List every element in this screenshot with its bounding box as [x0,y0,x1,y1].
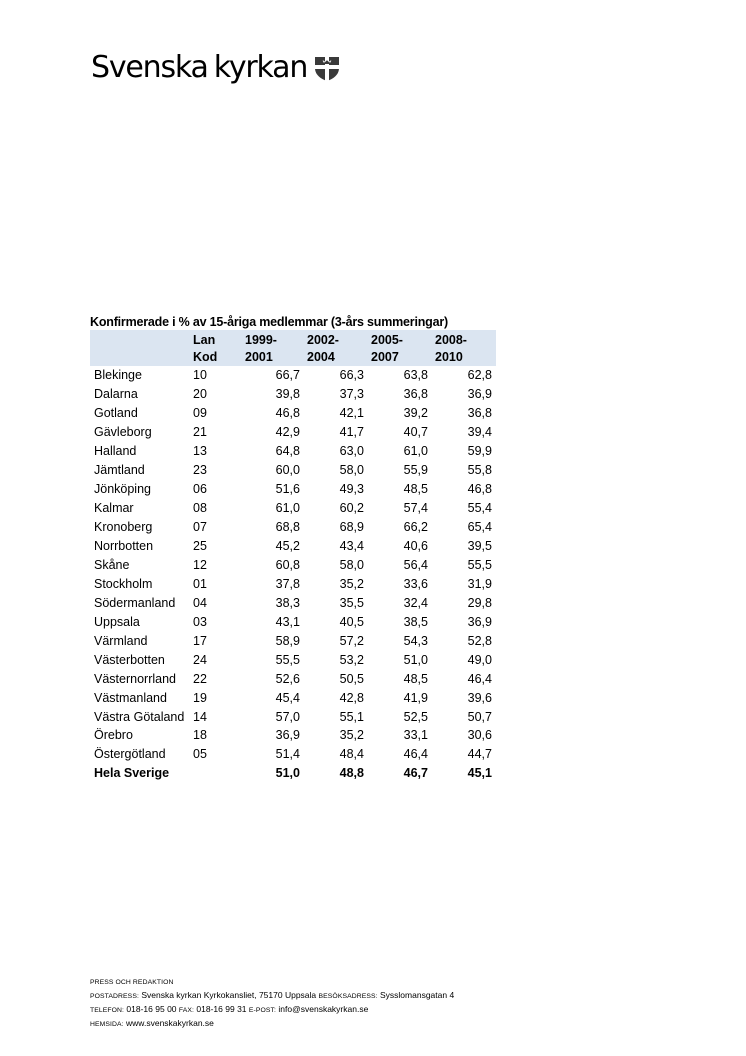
footer-address-line: POSTADRESS: Svenska kyrkan Kyrkokansliet, 75170 Uppsala BESÖKSADRESS: Sysslomansgatan 4 [90,990,455,1000]
county-name: Uppsala [94,615,140,629]
value-1999-2001: 57,0 [275,710,300,724]
value-2008-2010: 52,8 [467,634,492,648]
value-1999-2001: 46,8 [275,406,300,420]
table-row [90,726,496,745]
value-2005-2007: 51,0 [403,653,428,667]
table-row [90,423,496,442]
logo [91,50,341,85]
county-name: Hela Sverige [94,766,170,780]
county-name: Örebro [94,728,133,742]
table-row [90,537,496,556]
county-name: Norrbotten [94,539,154,553]
value-2005-2007: 33,6 [403,577,428,591]
value-2002-2004: 55,1 [339,710,364,724]
value-2005-2007: 32,4 [403,596,428,610]
value-1999-2001: 55,5 [275,653,300,667]
county-code: 08 [193,501,207,515]
value-2005-2007: 41,9 [403,691,428,705]
value-2002-2004: 49,3 [339,482,364,496]
value-2002-2004: 58,0 [339,558,364,572]
value-1999-2001: 45,2 [275,539,300,553]
value-2002-2004: 68,9 [339,520,364,534]
value-2008-2010: 36,9 [467,615,492,629]
value-1999-2001: 60,0 [275,463,300,477]
table-row [90,632,496,651]
value-2002-2004: 48,8 [339,766,364,780]
county-code: 14 [193,710,207,724]
county-name: Södermanland [94,596,176,610]
county-name: Kronoberg [94,520,153,534]
county-name: Jönköping [94,482,151,496]
value-2005-2007: 46,4 [403,747,428,761]
county-code: 22 [193,672,207,686]
value-2008-2010: 59,9 [467,444,492,458]
county-code: 13 [193,444,207,458]
county-code: 10 [193,368,207,382]
value-1999-2001: 39,8 [275,387,300,401]
value-2008-2010: 45,1 [467,766,492,780]
value-2005-2007: 48,5 [403,482,428,496]
value-2002-2004: 35,2 [339,728,364,742]
table-row [90,575,496,594]
county-code: 20 [193,387,207,401]
value-2005-2007: 54,3 [403,634,428,648]
value-2008-2010: 39,5 [467,539,492,553]
table-row [90,745,496,764]
website-link[interactable]: www.svenskakyrkan.se [126,1018,214,1028]
county-code: 01 [193,577,207,591]
table-row [90,404,496,423]
county-code: 06 [193,482,207,496]
value-2002-2004: 57,2 [339,634,364,648]
table-row [90,480,496,499]
table-row [90,670,496,689]
value-2008-2010: 30,6 [467,728,492,742]
value-2002-2004: 66,3 [339,368,364,382]
county-code: 07 [193,520,207,534]
value-1999-2001: 52,6 [275,672,300,686]
logo-text [91,50,308,85]
value-2008-2010: 50,7 [467,710,492,724]
table-header-row [90,330,496,366]
value-2002-2004: 48,4 [339,747,364,761]
value-1999-2001: 36,9 [275,728,300,742]
value-2005-2007: 40,7 [403,425,428,439]
value-2005-2007: 63,8 [403,368,428,382]
value-2002-2004: 37,3 [339,387,364,401]
table-row [90,366,496,385]
value-2002-2004: 60,2 [339,501,364,515]
header-2008-2010: 2008- 2010 [432,330,496,366]
county-name: Blekinge [94,368,142,382]
table-total-row [90,764,496,783]
logo-word-svenska: Svenska [91,50,208,85]
value-2005-2007: 40,6 [403,539,428,553]
header-name [90,330,190,366]
county-code: 17 [193,634,207,648]
county-name: Östergötland [94,747,166,761]
county-code: 19 [193,691,207,705]
county-code: 18 [193,728,207,742]
logo-word-kyrkan: kyrkan [213,50,308,85]
value-2008-2010: 55,4 [467,501,492,515]
value-2008-2010: 55,5 [467,558,492,572]
value-2008-2010: 36,8 [467,406,492,420]
value-2005-2007: 66,2 [403,520,428,534]
value-2008-2010: 31,9 [467,577,492,591]
county-name: Jämtland [94,463,145,477]
county-code [190,764,237,783]
table-row [90,594,496,613]
county-code: 03 [193,615,207,629]
value-2008-2010: 65,4 [467,520,492,534]
value-1999-2001: 37,8 [275,577,300,591]
county-name: Västernorrland [94,672,176,686]
value-2002-2004: 53,2 [339,653,364,667]
table-row [90,689,496,708]
value-2002-2004: 58,0 [339,463,364,477]
value-2008-2010: 46,8 [467,482,492,496]
table-row [90,499,496,518]
value-1999-2001: 64,8 [275,444,300,458]
value-2008-2010: 29,8 [467,596,492,610]
value-2002-2004: 41,7 [339,425,364,439]
county-name: Halland [94,444,137,458]
value-2005-2007: 61,0 [403,444,428,458]
value-2005-2007: 56,4 [403,558,428,572]
value-1999-2001: 66,7 [275,368,300,382]
county-name: Kalmar [94,501,134,515]
header-1999-2001: 1999- 2001 [237,330,304,366]
value-1999-2001: 51,6 [275,482,300,496]
footer-press-heading: PRESS OCH REDAKTION [90,979,174,986]
value-1999-2001: 61,0 [275,501,300,515]
value-1999-2001: 51,4 [275,747,300,761]
county-name: Gävleborg [94,425,152,439]
footer-web-line: HEMSIDA: www.svenskakyrkan.se [90,1018,214,1028]
table-row [90,613,496,632]
value-1999-2001: 38,3 [275,596,300,610]
county-name: Västra Götaland [94,710,185,724]
header-2002-2004: 2002- 2004 [304,330,368,366]
county-code: 05 [193,747,207,761]
statistics-table-section [90,314,496,783]
county-name: Stockholm [94,577,153,591]
value-1999-2001: 45,4 [275,691,300,705]
county-code: 12 [193,558,207,572]
value-2002-2004: 43,4 [339,539,364,553]
county-name: Västerbotten [94,653,165,667]
value-2002-2004: 50,5 [339,672,364,686]
value-2005-2007: 33,1 [403,728,428,742]
value-2008-2010: 62,8 [467,368,492,382]
table-row [90,518,496,537]
value-1999-2001: 43,1 [275,615,300,629]
county-code: 09 [193,406,207,420]
value-2008-2010: 39,6 [467,691,492,705]
value-2002-2004: 35,2 [339,577,364,591]
email-link[interactable]: info@svenskakyrkan.se [278,1004,369,1014]
table-row [90,651,496,670]
table-row [90,385,496,404]
header-kod: Lan Kod [190,330,237,366]
value-2005-2007: 39,2 [403,406,428,420]
value-1999-2001: 68,8 [275,520,300,534]
table-row [90,556,496,575]
county-code: 24 [193,653,207,667]
county-code: 25 [193,539,207,553]
value-2002-2004: 35,5 [339,596,364,610]
county-code: 04 [193,596,207,610]
value-2002-2004: 42,1 [339,406,364,420]
value-2008-2010: 44,7 [467,747,492,761]
footer-contact-line: TELEFON: 018-16 95 00 FAX: 018-16 99 31 E-POST: info@svenskakyrkan.se [90,1004,369,1014]
county-code: 21 [193,425,207,439]
value-1999-2001: 51,0 [275,766,300,780]
value-2008-2010: 49,0 [467,653,492,667]
value-1999-2001: 58,9 [275,634,300,648]
county-name: Skåne [94,558,130,572]
county-name: Dalarna [94,387,138,401]
table-row [90,461,496,480]
value-2005-2007: 52,5 [403,710,428,724]
value-2005-2007: 55,9 [403,463,428,477]
table-row [90,708,496,726]
county-code: 23 [193,463,207,477]
value-2002-2004: 63,0 [339,444,364,458]
value-2005-2007: 57,4 [403,501,428,515]
value-2005-2007: 46,7 [403,766,428,780]
value-2005-2007: 48,5 [403,672,428,686]
value-2008-2010: 55,8 [467,463,492,477]
value-2005-2007: 36,8 [403,387,428,401]
table-caption: Konfirmerade i % av 15-åriga medlemmar (3-års summeringar) [90,315,448,329]
value-2008-2010: 39,4 [467,425,492,439]
church-shield-icon [313,54,341,82]
value-2008-2010: 46,4 [467,672,492,686]
confirmation-table [90,330,496,783]
value-2008-2010: 36,9 [467,387,492,401]
table-body [90,366,496,783]
footer [90,976,454,1031]
value-2005-2007: 38,5 [403,615,428,629]
value-1999-2001: 42,9 [275,425,300,439]
header-2005-2007: 2005- 2007 [368,330,432,366]
value-1999-2001: 60,8 [275,558,300,572]
value-2002-2004: 42,8 [339,691,364,705]
county-name: Gotland [94,406,138,420]
table-row [90,442,496,461]
county-name: Västmanland [94,691,167,705]
value-2002-2004: 40,5 [339,615,364,629]
county-name: Värmland [94,634,148,648]
